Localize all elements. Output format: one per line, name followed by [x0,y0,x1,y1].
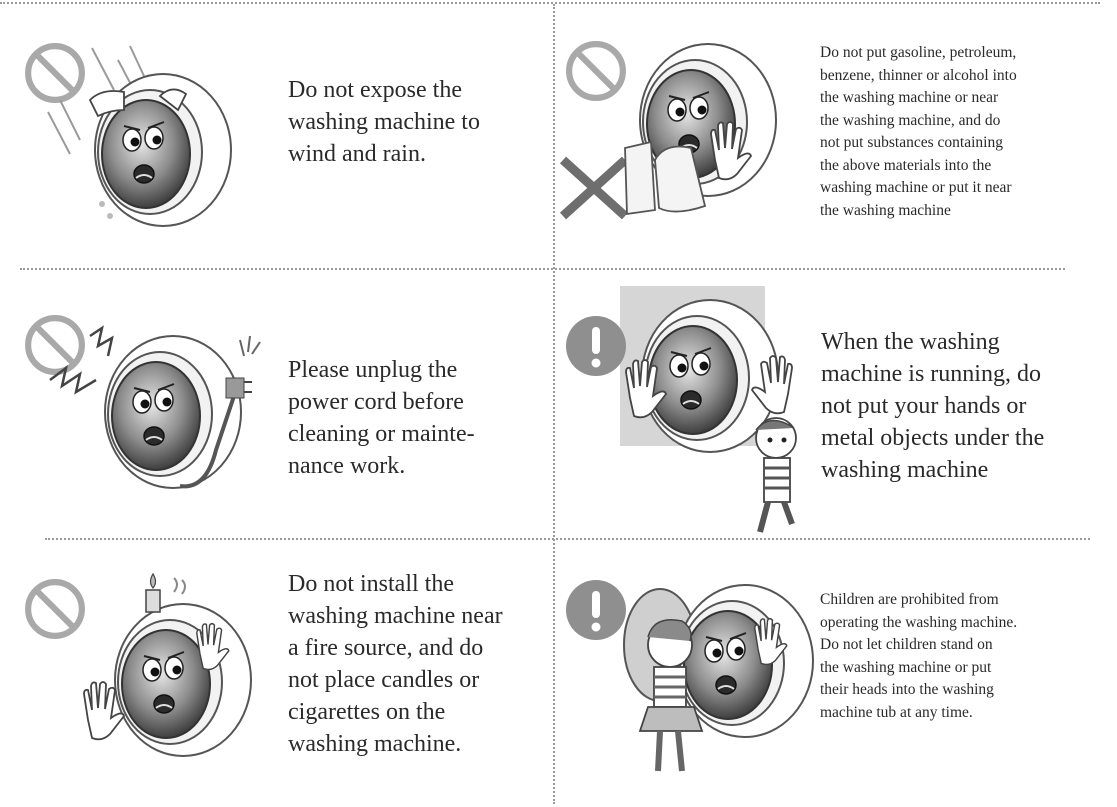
text-line: wind and rain. [288,141,426,167]
text-line: the washing machine or near [820,89,999,106]
text-line: machine tub at any time. [820,703,973,721]
panel-text [820,42,1017,222]
text-line: washing machine near [288,603,503,629]
text-line: machine is running, do [821,361,1041,387]
panel-text [288,74,480,170]
text-line: not put your hands or [821,393,1027,419]
text-line: the above materials into the [820,156,992,174]
text-line: washing machine [821,457,989,483]
text-line: the washing machine or put [820,658,992,676]
text-line: Do not put gasoline, petroleum, [820,44,1017,61]
row1-divider [20,268,1065,270]
text-line: washing machine or put it near [820,179,1012,196]
text-line: the washing machine, and do [820,111,1001,129]
text-line: not put substances containing [820,134,1003,151]
text-line: washing machine. [288,731,462,757]
unplug-illustration [40,320,270,500]
top-divider [0,2,1100,4]
fire-source-illustration [70,568,270,773]
panel-text [288,568,503,760]
text-line: power cord before [288,389,464,415]
text-line: Do not install the [288,571,454,597]
text-line: the washing machine [820,201,951,219]
text-line: not place candles or [288,667,480,693]
text-line: Please unplug the [288,357,458,383]
rain-illustration [40,40,270,250]
panel-text [821,326,1044,486]
text-line: a fire source, and do [288,635,484,661]
text-line: When the washing [821,329,1000,355]
panel-text [820,589,1017,724]
text-line: cigarettes on the [288,699,446,725]
row2-divider [45,538,1090,540]
text-line: benzene, thinner or alcohol into [820,66,1017,84]
text-line: cleaning or mainte- [288,421,475,447]
text-line: metal objects under the [821,425,1045,451]
hands-under-illustration [600,288,820,538]
children-illustration [610,575,820,785]
panel-text [288,354,475,482]
text-line: their heads into the washing [820,681,994,698]
text-line: washing machine to [288,109,480,135]
text-line: nance work. [288,453,406,479]
text-line: Children are prohibited from [820,591,999,608]
text-line: Do not let children stand on [820,636,993,653]
flammables-illustration [555,30,805,230]
text-line: Do not expose the [288,77,462,103]
text-line: operating the washing machine. [820,613,1018,631]
